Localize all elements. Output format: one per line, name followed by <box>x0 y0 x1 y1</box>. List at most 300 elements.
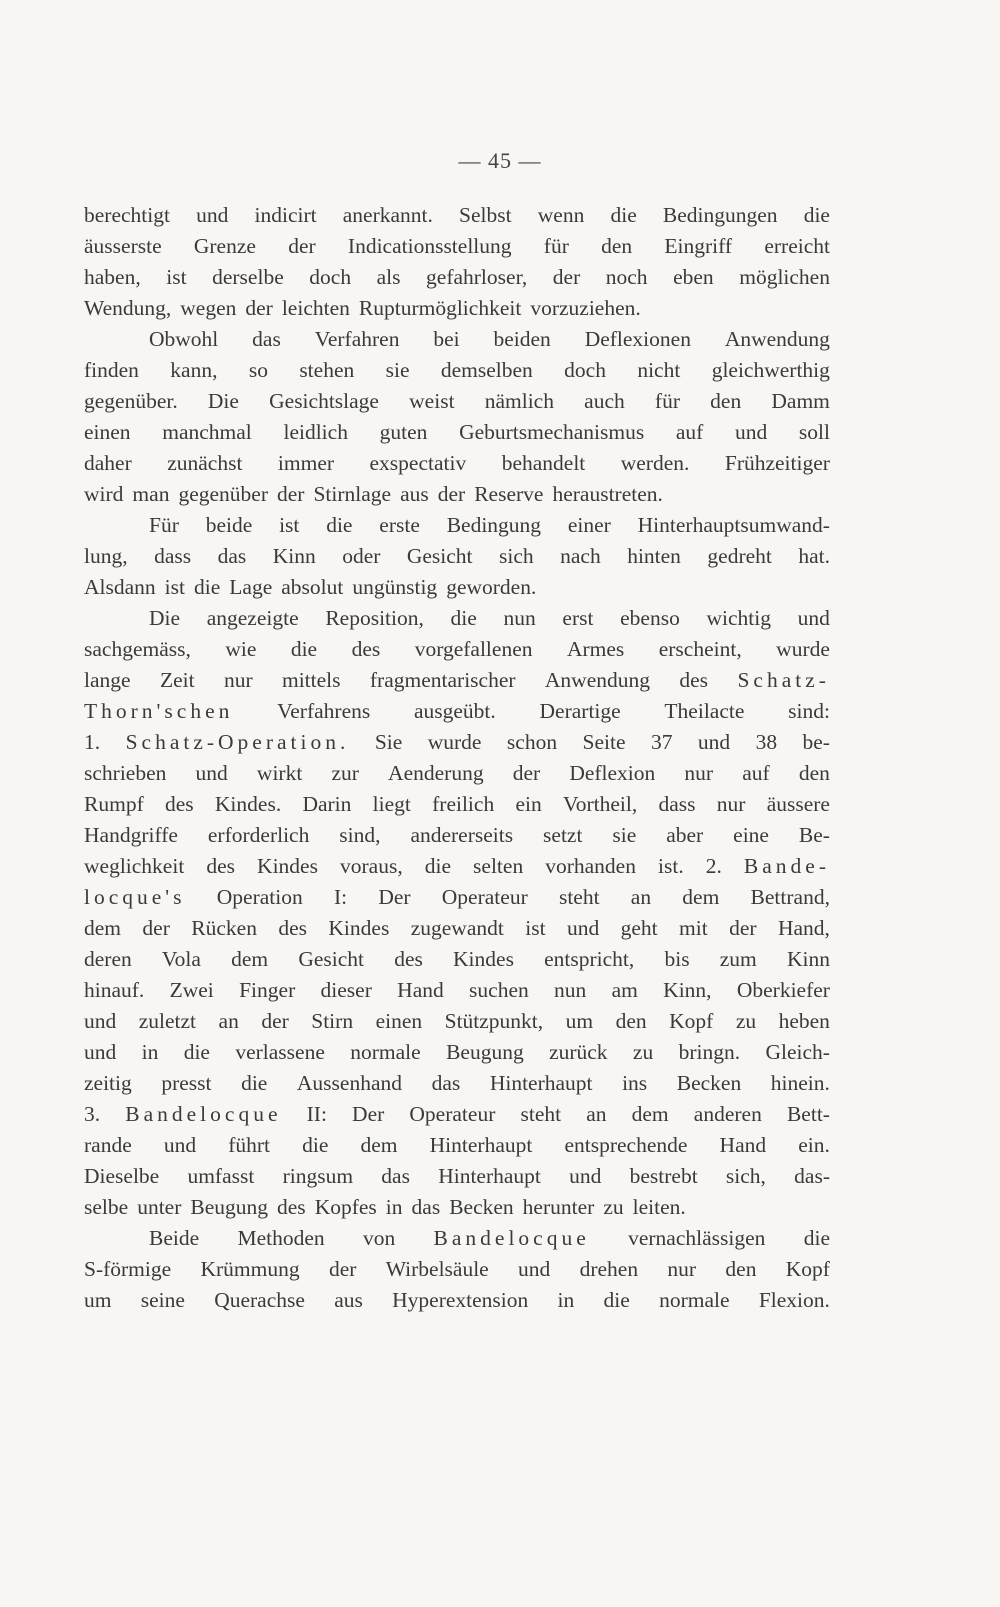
text-line <box>84 696 830 727</box>
word: doch <box>309 265 352 289</box>
word: zurück <box>549 1040 608 1064</box>
word: wegen <box>180 296 237 320</box>
word: lung, <box>84 544 128 568</box>
word: erforderlich <box>207 823 310 847</box>
word: das <box>217 544 247 568</box>
word: ringsum <box>282 1164 354 1188</box>
word: Anwendung <box>724 327 830 351</box>
word: Kindes <box>257 854 318 878</box>
word: zeitig <box>84 1071 132 1095</box>
word: gefahrloser, <box>426 265 528 289</box>
word: sind, <box>339 823 381 847</box>
word: Becken <box>676 1071 742 1095</box>
word: angezeigte <box>206 606 299 630</box>
word: einen <box>84 420 131 444</box>
word: der <box>328 1257 357 1281</box>
word: Hinterhaupt <box>438 1164 541 1188</box>
word: Gesicht <box>406 544 473 568</box>
text-line <box>84 355 830 386</box>
word: Derartige <box>539 699 621 723</box>
word: die <box>183 1040 210 1064</box>
word: Die <box>207 389 239 413</box>
word: des <box>679 668 709 692</box>
text-line <box>84 1192 830 1223</box>
text-line <box>84 572 830 603</box>
word: 37 <box>650 730 673 754</box>
word: liegt <box>372 792 411 816</box>
word: S-förmige <box>84 1257 172 1281</box>
word: Kinn, <box>663 978 712 1002</box>
word: herunter <box>522 1195 595 1219</box>
text-line <box>84 1006 830 1037</box>
word: derselbe <box>212 265 284 289</box>
word: setzt <box>543 823 583 847</box>
word: Hinterhauptsumwand- <box>637 513 830 537</box>
word: locque's <box>84 885 186 909</box>
word: soll <box>798 420 830 444</box>
word: selbe <box>84 1195 129 1219</box>
word: zugewandt <box>410 916 504 940</box>
word: wenn <box>537 203 585 227</box>
text-line <box>84 758 830 789</box>
word: Kindes <box>453 947 514 971</box>
word: 38 <box>755 730 778 754</box>
word: möglichen <box>739 265 830 289</box>
word: schon <box>506 730 558 754</box>
word: den <box>710 389 742 413</box>
word: wurde <box>776 637 830 661</box>
word: zur <box>331 761 359 785</box>
word: weist <box>409 389 455 413</box>
word: dem <box>360 1133 398 1157</box>
word: die <box>610 203 637 227</box>
word: Theilacte <box>664 699 745 723</box>
word: umfasst <box>187 1164 255 1188</box>
text-line <box>84 386 830 417</box>
word: Reposition, <box>325 606 424 630</box>
page-number: — 45 — <box>458 148 542 173</box>
word: Zeit <box>159 668 195 692</box>
word: dem <box>84 916 122 940</box>
word: ungünstig <box>352 575 438 599</box>
word: erreicht <box>764 234 830 258</box>
word: Hinterhaupt <box>489 1071 593 1095</box>
text-line <box>84 200 830 231</box>
word: sind: <box>788 699 830 723</box>
word: Hand <box>719 1133 767 1157</box>
word: aus <box>334 1288 363 1312</box>
word: erscheint, <box>658 637 742 661</box>
word: gegenüber. <box>84 389 178 413</box>
word: hinein. <box>770 1071 830 1095</box>
word: I: <box>333 885 348 909</box>
word: leidlich <box>283 420 348 444</box>
text-line <box>84 913 830 944</box>
word: Schatz- <box>737 668 830 692</box>
word: zum <box>719 947 757 971</box>
word: des <box>164 792 194 816</box>
text-line <box>84 541 830 572</box>
word: Rücken <box>191 916 257 940</box>
word: ein. <box>798 1133 830 1157</box>
text-line <box>84 262 830 293</box>
text-line <box>84 727 830 758</box>
word: ist <box>279 513 300 537</box>
word: Bett- <box>786 1102 830 1126</box>
word: der <box>512 761 541 785</box>
word: entspricht, <box>544 947 635 971</box>
word: wichtig <box>706 606 771 630</box>
word: Finger <box>239 978 296 1002</box>
word: andererseits <box>410 823 514 847</box>
word: der <box>277 482 305 506</box>
word: gedreht <box>707 544 772 568</box>
word: Indicationsstellung <box>347 234 512 258</box>
word: Zwei <box>169 978 214 1002</box>
word: und <box>569 1164 602 1188</box>
word: den <box>601 234 633 258</box>
word: ein <box>515 792 542 816</box>
word: Stützpunkt, <box>444 1009 544 1033</box>
word: Bande- <box>743 854 830 878</box>
word: die <box>241 1071 268 1095</box>
text-line <box>84 882 830 913</box>
word: Schatz-Operation. <box>125 730 350 754</box>
word: Geburtsmechanismus <box>459 420 645 444</box>
word: Der <box>352 1102 385 1126</box>
word: dass <box>658 792 696 816</box>
word: und <box>734 420 768 444</box>
word: auf <box>675 420 704 444</box>
text-line <box>84 603 830 634</box>
word: hinten <box>627 544 681 568</box>
word: Darin <box>302 792 352 816</box>
word: in <box>141 1040 159 1064</box>
word: Operation <box>216 885 303 909</box>
word: an <box>586 1102 607 1126</box>
word: dem <box>231 947 269 971</box>
word: ist <box>164 575 185 599</box>
word: unter <box>137 1195 182 1219</box>
word: sie <box>385 358 410 382</box>
word: ist. <box>658 854 684 878</box>
text-line <box>84 944 830 975</box>
word: Dieselbe <box>84 1164 160 1188</box>
word: dem <box>631 1102 669 1126</box>
word: Kopf <box>669 1009 714 1033</box>
word: Krümmung <box>200 1257 300 1281</box>
word: vernachlässigen <box>628 1226 766 1250</box>
word: Vola <box>161 947 201 971</box>
word: die <box>194 575 221 599</box>
word: Beugung <box>190 1195 269 1219</box>
word: nach <box>560 544 601 568</box>
word: stehen <box>299 358 355 382</box>
text-line <box>84 634 830 665</box>
word: seine <box>140 1288 185 1312</box>
word: noch <box>605 265 648 289</box>
word: Reserve <box>474 482 544 506</box>
word: Querachse <box>214 1288 305 1312</box>
text-line <box>84 231 830 262</box>
word: für <box>543 234 569 258</box>
word: presst <box>161 1071 212 1095</box>
word: daher <box>84 451 132 475</box>
word: Verfahren <box>314 327 400 351</box>
word: des <box>351 637 381 661</box>
word: Handgriffe <box>84 823 178 847</box>
word: drehen <box>579 1257 639 1281</box>
word: bestrebt <box>629 1164 698 1188</box>
word: deren <box>84 947 132 971</box>
text-line <box>84 1130 830 1161</box>
word: Stirn <box>311 1009 354 1033</box>
word: bei <box>433 327 460 351</box>
word: um <box>84 1288 112 1312</box>
word: 1. <box>84 730 101 754</box>
word: den <box>725 1257 757 1281</box>
word: Gesicht <box>298 947 365 971</box>
word: Operateur <box>441 885 528 909</box>
word: Flexion. <box>758 1288 830 1312</box>
word: so <box>248 358 268 382</box>
word: Frühzeitiger <box>724 451 830 475</box>
word: leiten. <box>632 1195 686 1219</box>
word: und <box>163 1133 197 1157</box>
text-line <box>84 448 830 479</box>
word: werden. <box>620 451 690 475</box>
word: die <box>450 606 477 630</box>
word: mittels <box>281 668 341 692</box>
word: Oberkiefer <box>736 978 830 1002</box>
word: wirkt <box>256 761 303 785</box>
word: Damm <box>771 389 830 413</box>
word: Der <box>378 885 411 909</box>
word: und <box>195 761 228 785</box>
word: Kopf <box>785 1257 830 1281</box>
word: oder <box>342 544 381 568</box>
word: in <box>385 1195 403 1219</box>
word: selten <box>473 854 524 878</box>
word: sich <box>499 544 534 568</box>
word: der <box>729 916 757 940</box>
word: erste <box>379 513 420 537</box>
word: zu <box>603 1195 624 1219</box>
word: Verfahrens <box>277 699 371 723</box>
word: Aussenhand <box>296 1071 403 1095</box>
word: als <box>376 265 401 289</box>
text-line <box>84 1285 830 1316</box>
word: normale <box>659 1288 730 1312</box>
word: absolut <box>281 575 344 599</box>
text-line <box>84 510 830 541</box>
word: manchmal <box>162 420 252 444</box>
word: wie <box>225 637 257 661</box>
word: nur <box>667 1257 697 1281</box>
word: steht <box>558 885 600 909</box>
word: Bandelocque <box>125 1102 282 1126</box>
word: für <box>654 389 680 413</box>
word: und <box>196 203 229 227</box>
word: berechtigt <box>84 203 170 227</box>
word: nun <box>554 978 587 1002</box>
word: heraustreten. <box>552 482 663 506</box>
word: die <box>803 1226 830 1250</box>
word: der <box>261 1009 289 1033</box>
word: Hand <box>397 978 444 1002</box>
word: sie <box>612 823 637 847</box>
word: Hand, <box>777 916 830 940</box>
word: lange <box>84 668 131 692</box>
word: Eingriff <box>664 234 733 258</box>
word: ist <box>525 916 546 940</box>
word: die <box>326 513 353 537</box>
word: die <box>290 637 318 661</box>
word: an <box>218 1009 239 1033</box>
word: des <box>277 1195 306 1219</box>
word: bringn. <box>678 1040 741 1064</box>
word: Deflexionen <box>584 327 691 351</box>
word: 2. <box>705 854 722 878</box>
word: des <box>394 947 423 971</box>
word: man <box>132 482 170 506</box>
word: wird <box>84 482 124 506</box>
word: Hyperextension <box>392 1288 529 1312</box>
word: geworden. <box>446 575 537 599</box>
word: von <box>362 1226 396 1250</box>
word: weglichkeit <box>84 854 185 878</box>
word: anderen <box>693 1102 762 1126</box>
word: mit <box>679 916 708 940</box>
word: Wendung, <box>84 296 172 320</box>
word: Selbst <box>459 203 512 227</box>
text-line <box>84 417 830 448</box>
word: eben <box>673 265 714 289</box>
text-line <box>84 820 830 851</box>
word: doch <box>564 358 606 382</box>
text-line <box>84 1161 830 1192</box>
word: des <box>278 916 308 940</box>
word: das <box>431 1071 461 1095</box>
word: Operateur <box>409 1102 496 1126</box>
word: vorgefallenen <box>414 637 533 661</box>
word: Alsdann <box>84 575 156 599</box>
word: anerkannt. <box>342 203 433 227</box>
word: beiden <box>493 327 551 351</box>
text-line <box>84 851 830 882</box>
word: nur <box>684 761 714 785</box>
word: Hinterhaupt <box>429 1133 533 1157</box>
text-line <box>84 1037 830 1068</box>
word: Rupturmöglichkeit <box>358 296 522 320</box>
word: verlassene <box>235 1040 325 1064</box>
text-line <box>84 975 830 1006</box>
word: finden <box>84 358 139 382</box>
word: voraus, <box>340 854 403 878</box>
word: Die <box>149 606 181 630</box>
word: Beide <box>149 1226 200 1250</box>
word: dem <box>682 885 720 909</box>
word: gegenüber <box>178 482 268 506</box>
word: vorzuziehen. <box>530 296 641 320</box>
word: in <box>557 1288 575 1312</box>
word: freilich <box>432 792 495 816</box>
word: nur <box>223 668 253 692</box>
word: haben, <box>84 265 141 289</box>
word: aus <box>400 482 429 506</box>
word: Kinn <box>786 947 830 971</box>
text-line <box>84 324 830 355</box>
word: erst <box>562 606 594 630</box>
text-line <box>84 293 830 324</box>
word: guten <box>379 420 428 444</box>
word: Kindes. <box>214 792 282 816</box>
word: hat. <box>798 544 830 568</box>
word: äussere <box>766 792 830 816</box>
word: Becken <box>449 1195 514 1219</box>
text-line <box>84 1068 830 1099</box>
word: die <box>603 1288 630 1312</box>
word: behandelt <box>501 451 586 475</box>
word: wurde <box>427 730 482 754</box>
word: führt <box>228 1133 271 1157</box>
word: und <box>797 606 830 630</box>
word: einen <box>375 1009 423 1033</box>
word: sachgemäss, <box>84 637 191 661</box>
word: den <box>615 1009 647 1033</box>
word: die <box>424 854 452 878</box>
word: kann, <box>170 358 218 382</box>
word: zuletzt <box>138 1009 197 1033</box>
word: die <box>803 203 830 227</box>
word: Kopfes <box>314 1195 377 1219</box>
word: und <box>697 730 731 754</box>
word: suchen <box>469 978 529 1002</box>
word: den <box>798 761 830 785</box>
word: und <box>84 1009 117 1033</box>
word: der <box>437 482 466 506</box>
word: immer <box>277 451 335 475</box>
word: ausgeübt. <box>413 699 496 723</box>
word: einer <box>567 513 611 537</box>
body-text <box>84 200 830 1316</box>
word: beide <box>205 513 253 537</box>
word: Kindes <box>328 916 390 940</box>
word: demselben <box>440 358 533 382</box>
word: Grenze <box>193 234 256 258</box>
word: der <box>142 916 170 940</box>
word: und <box>84 1040 117 1064</box>
word: entsprechende <box>564 1133 688 1157</box>
word: Obwohl <box>149 327 219 351</box>
word: Bettrand, <box>750 885 830 909</box>
word: Sie <box>374 730 403 754</box>
word: eine <box>733 823 769 847</box>
text-line <box>84 1223 830 1254</box>
word: schrieben <box>84 761 167 785</box>
word: Anwendung <box>544 668 651 692</box>
word: bis <box>664 947 690 971</box>
word: Deflexion <box>569 761 656 785</box>
word: auch <box>584 389 625 413</box>
word: 3. <box>84 1102 101 1126</box>
word: Seite <box>582 730 626 754</box>
text-line <box>84 789 830 820</box>
word: aber <box>666 823 704 847</box>
word: geht <box>620 916 658 940</box>
word: nun <box>503 606 536 630</box>
word: hinauf. <box>84 978 145 1002</box>
